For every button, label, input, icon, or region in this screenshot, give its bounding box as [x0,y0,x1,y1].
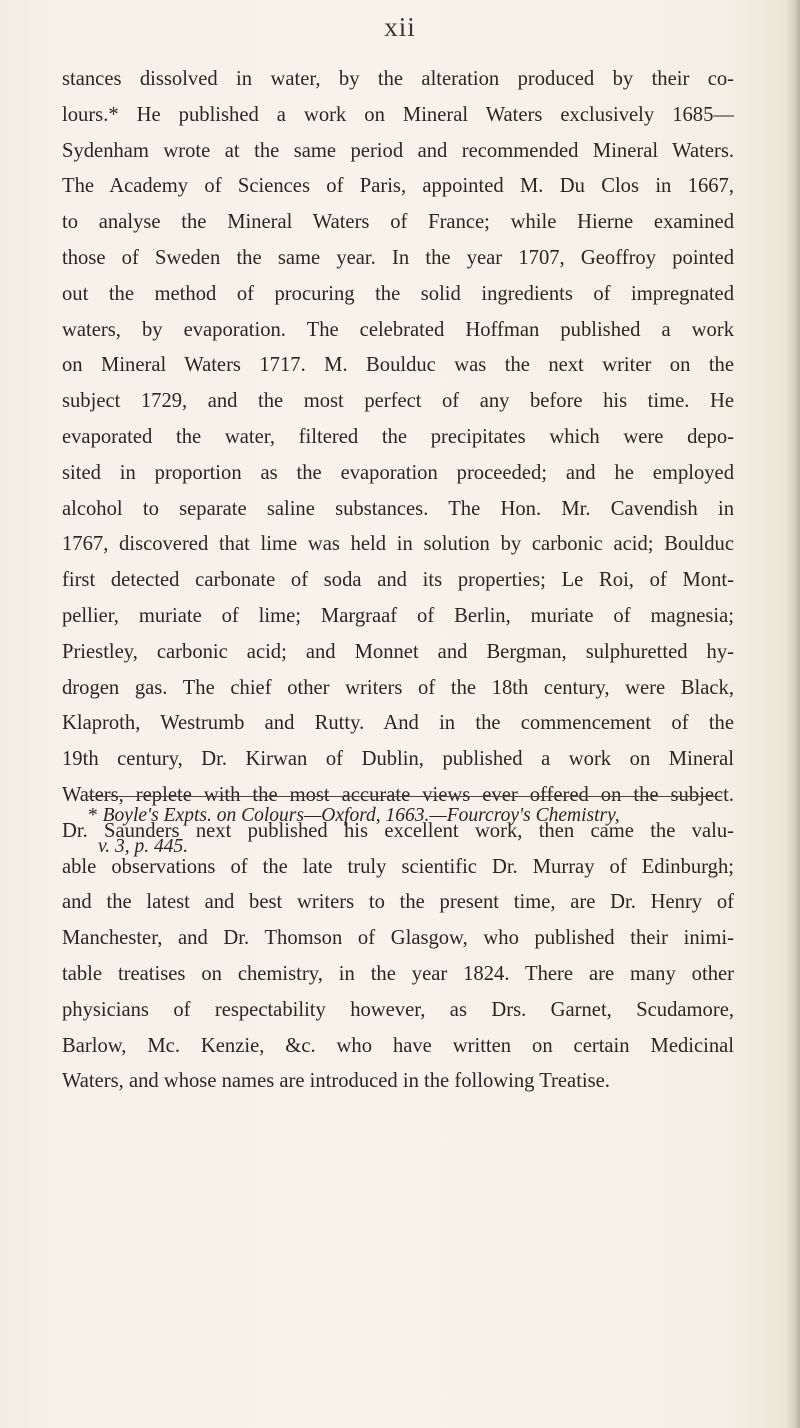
text-line: 1767, discovered that lime was held in solution by carbonic acid; Boulduc [62,533,734,556]
footnote-line-2: v. 3, p. 445. [98,836,189,857]
text-line: table treatises on chemistry, in the year 1824. There are many other [62,962,734,985]
text-line: Barlow, Mc. Kenzie, &c. who have written on certain Medicinal [62,1034,734,1057]
text-line: sited in proportion as the evaporation proceeded; and he employed [62,461,734,484]
text-line: Manchester, and Dr. Thomson of Glasgow, who published their inimi- [62,927,734,950]
text-line: Waters, replete with the most accurate views ever offered on the subject. [62,783,734,806]
text-line: waters, by evaporation. The celebrated Hoffman published a work [62,318,734,341]
text-line: on Mineral Waters 1717. M. Boulduc was the next writer on the [62,354,734,377]
footnote-line-1: Boyle's Expts. on Colours—Oxford, 1663.—Fourcroy's Chemistry, [102,805,620,826]
page-number: xii [384,12,416,42]
footnote [88,800,728,862]
text-line: Priestley, carbonic acid; and Monnet and Bergman, sulphuretted hy- [62,640,734,663]
text-line: The Academy of Sciences of Paris, appointed M. Du Clos in 1667, [62,175,734,198]
text-line: physicians of respectability however, as Drs. Garnet, Scudamore, [62,998,734,1021]
footnote-marker: * [88,805,98,826]
text-line: Klaproth, Westrumb and Rutty. And in the commencement of the [62,712,734,735]
body-text [62,62,734,1100]
text-line: and the latest and best writers to the present time, are Dr. Henry of [62,891,734,914]
text-line: 19th century, Dr. Kirwan of Dublin, published a work on Mineral [62,748,734,771]
text-line: out the method of procuring the solid ingredients of impregnated [62,282,734,305]
footnote-rule [88,796,722,797]
text-line: Waters, and whose names are introduced in the following Treatise. [62,1070,610,1093]
text-line: able observations of the late truly scientific Dr. Murray of Edinburgh; [62,855,734,878]
text-line: those of Sweden the same year. In the year 1707, Geoffroy pointed [62,246,734,269]
text-line: subject 1729, and the most perfect of any before his time. He [62,390,734,413]
text-line: Dr. Saunders next published his excellent work, then came the valu- [62,819,734,842]
text-line: Sydenham wrote at the same period and recommended Mineral Waters. [62,139,734,162]
text-line: evaporated the water, filtered the precipitates which were depo- [62,425,734,448]
text-line: drogen gas. The chief other writers of the 18th century, were Black, [62,676,734,699]
text-line: alcohol to separate saline substances. The Hon. Mr. Cavendish in [62,497,734,520]
page-edge-shadow [786,0,800,1428]
text-line: stances dissolved in water, by the alteration produced by their co- [62,68,734,90]
text-line: first detected carbonate of soda and its properties; Le Roi, of Mont- [62,569,734,592]
text-line: to analyse the Mineral Waters of France; while Hierne examined [62,211,734,234]
text-line: lours.* He published a work on Mineral Waters exclusively 1685— [62,103,734,126]
text-line: pellier, muriate of lime; Margraaf of Berlin, muriate of magnesia; [62,604,734,627]
